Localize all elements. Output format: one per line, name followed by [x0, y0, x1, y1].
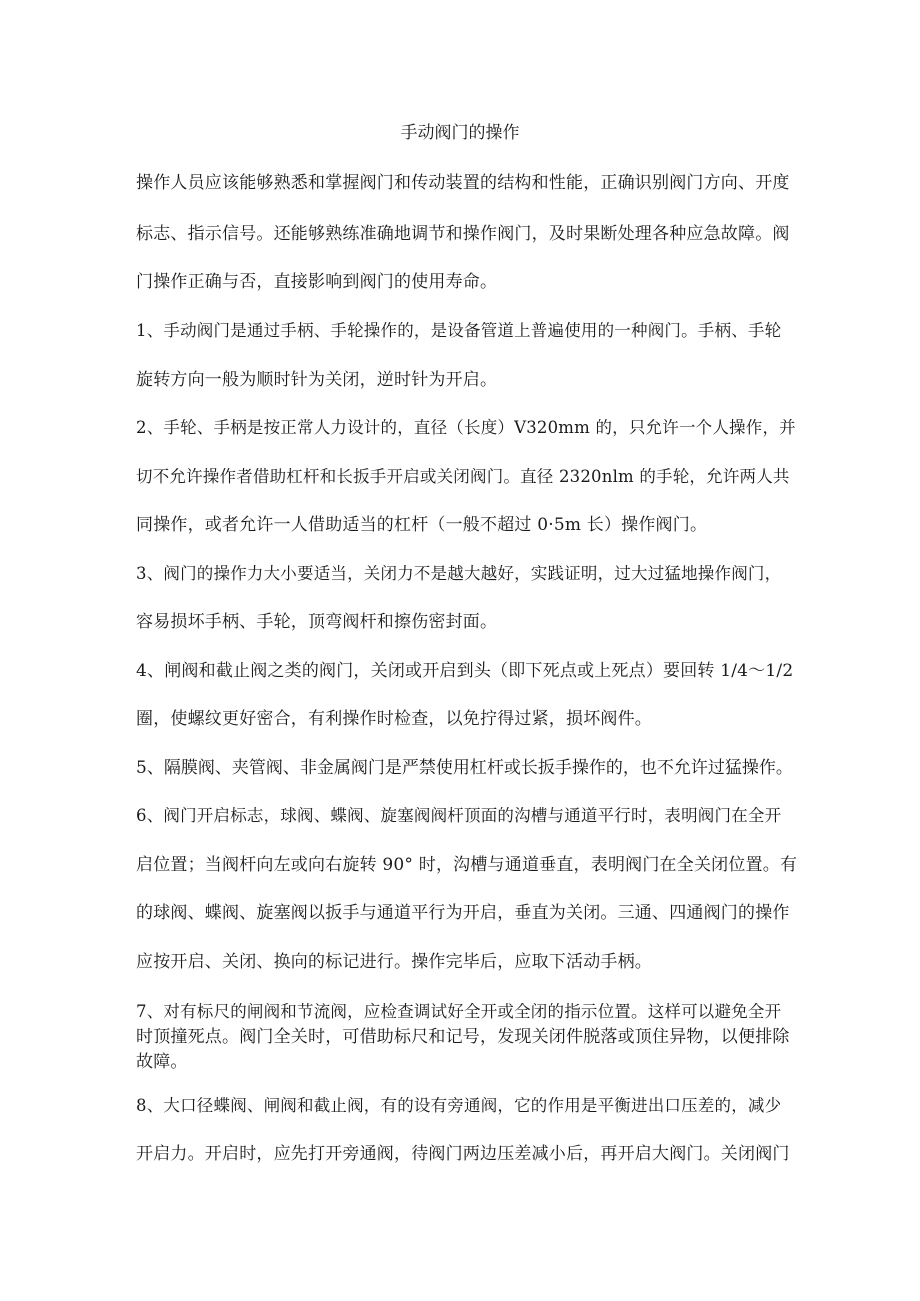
paragraph-line: 6、阀门开启标志，球阀、蝶阀、旋塞阀阀杆顶面的沟槽与通道平行时，表明阀门在全开	[136, 806, 782, 825]
document-title: 手动阀门的操作	[400, 123, 520, 143]
paragraph-line: 同操作，或者允许一人借助适当的杠杆（一般不超过 0·5m 长）操作阀门。	[136, 515, 708, 535]
paragraph-line: 时顶撞死点。阀门全关时，可借助标尺和记号，发现关闭件脱落或顶住异物，以便排除	[136, 1027, 790, 1047]
paragraph-line: 8、大口径蝶阀、闸阀和截止阀，有的设有旁通阀，它的作用是平衡进出口压差的，减少	[136, 1096, 782, 1115]
paragraph-line: 的球阀、蝶阀、旋塞阀以扳手与通道平行为开启，垂直为关闭。三通、四通阀门的操作	[136, 903, 790, 923]
paragraph-line: 容易损坏手柄、手轮，顶弯阀杆和擦伤密封面。	[136, 612, 498, 632]
paragraph-line: 1、手动阀门是通过手柄、手轮操作的，是设备管道上普遍使用的一种阀门。手柄、手轮	[136, 321, 782, 340]
paragraph-line: 启位置；当阀杆向左或向右旋转 90° 时，沟槽与通道垂直，表明阀门在全关闭位置。有	[136, 855, 798, 875]
paragraph-line: 门操作正确与否，直接影响到阀门的使用寿命。	[136, 272, 498, 292]
paragraph-line: 开启力。开启时，应先打开旁通阀，待阀门两边压差减小后，再开启大阀门。关闭阀门	[136, 1144, 790, 1164]
paragraph-line: 5、隔膜阀、夹管阀、非金属阀门是严禁使用杠杆或长扳手操作的，也不允许过猛操作。	[136, 758, 793, 778]
paragraph-line: 7、对有标尺的闸阀和节流阀，应检查调试好全开或全闭的指示位置。这样可以避免全开	[136, 1002, 782, 1021]
paragraph-line: 旋转方向一般为顺时针为关闭，逆时针为开启。	[136, 370, 498, 390]
paragraph-line: 故障。	[136, 1052, 188, 1072]
paragraph-line: 操作人员应该能够熟悉和掌握阀门和传动装置的结构和性能，正确识别阀门方向、开度	[136, 173, 790, 193]
paragraph-line: 3、阀门的操作力大小要适当，关闭力不是越大越好，实践证明，过大过猛地操作阀门，	[136, 564, 782, 583]
paragraph-line: 2、手轮、手柄是按正常人力设计的，直径（长度）V320mm 的，只允许一个人操作，并	[136, 418, 796, 437]
paragraph-line: 切不允许操作者借助杠杆和长扳手开启或关闭阀门。直径 2320nlm 的手轮，允许两人共	[136, 467, 790, 486]
paragraph-line: 4、闸阀和截止阀之类的阀门，关闭或开启到头（即下死点或上死点）要回转 1/4～1/2	[136, 661, 794, 681]
paragraph-line: 应按开启、关闭、换向的标记进行。操作完毕后，应取下活动手柄。	[136, 952, 652, 972]
paragraph-line: 圈，使螺纹更好密合，有利操作时检查，以免拧得过紧，损坏阀件。	[136, 709, 652, 729]
paragraph-line: 标志、指示信号。还能够熟练准确地调节和操作阀门，及时果断处理各种应急故障。阀	[136, 224, 790, 244]
